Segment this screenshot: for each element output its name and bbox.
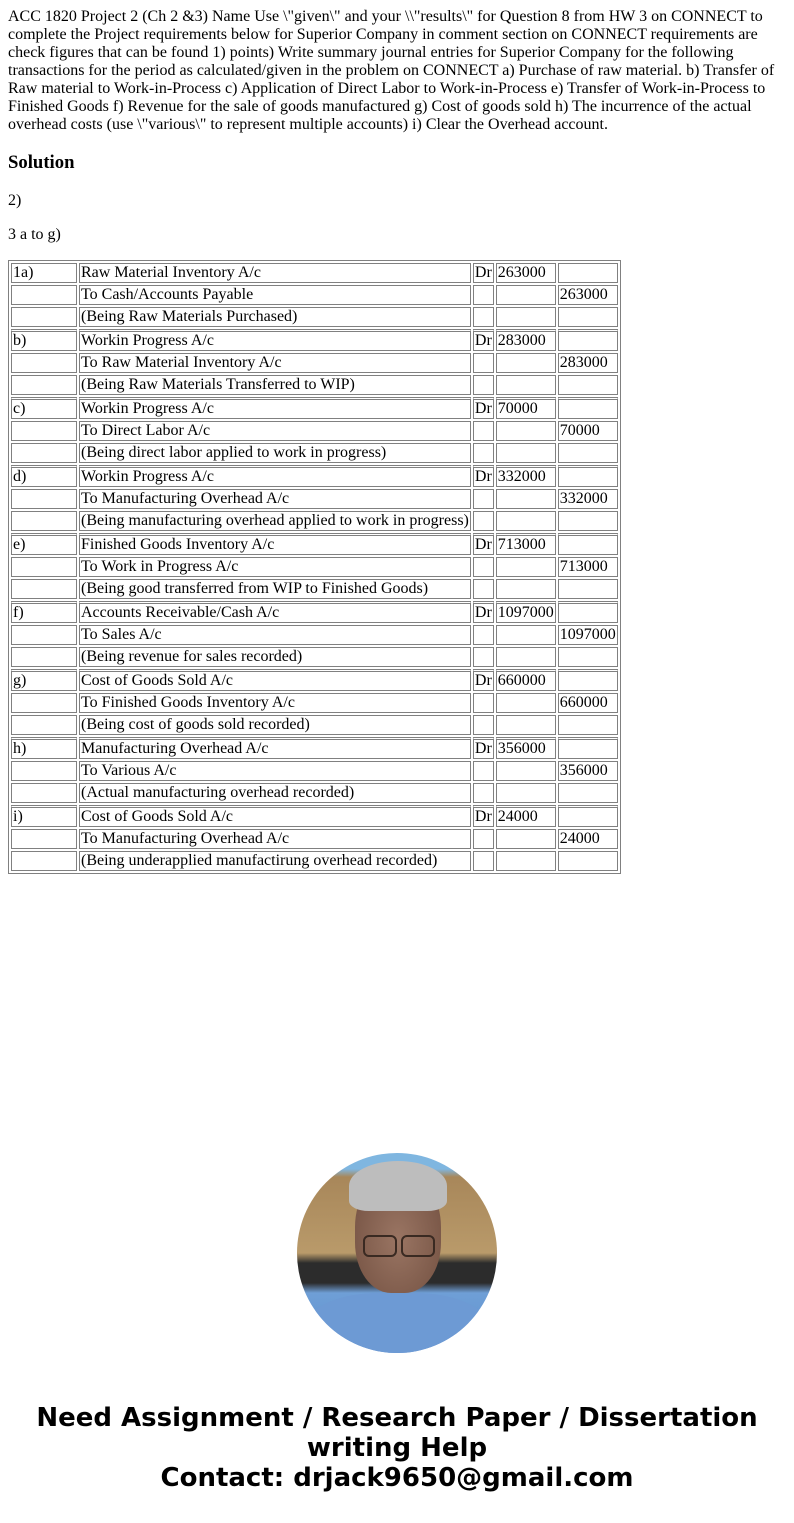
debit-amount: 713000	[496, 533, 556, 555]
debit-amount: 1097000	[496, 601, 556, 623]
debit-amount-empty	[496, 851, 556, 871]
dr-marker-empty	[473, 647, 494, 667]
narration: (Being cost of goods sold recorded)	[79, 715, 471, 735]
table-row-debit	[11, 533, 618, 555]
debit-amount-empty	[496, 715, 556, 735]
table-row-narration	[11, 443, 618, 463]
entry-label-empty	[11, 353, 77, 373]
journal-entry	[11, 737, 618, 803]
credit-account: To Work in Progress A/c	[79, 557, 471, 577]
table-row-narration	[11, 307, 618, 327]
credit-amount-empty	[558, 783, 618, 803]
dr-marker-empty	[473, 489, 494, 509]
entry-label: g)	[11, 669, 77, 691]
credit-account: To Direct Labor A/c	[79, 421, 471, 441]
dr-marker: Dr	[473, 397, 494, 419]
entry-label: h)	[11, 737, 77, 759]
debit-account: Workin Progress A/c	[79, 465, 471, 487]
entry-label-empty	[11, 761, 77, 781]
dr-marker-empty	[473, 715, 494, 735]
credit-amount-empty	[558, 737, 618, 759]
table-row-debit	[11, 397, 618, 419]
entry-label: c)	[11, 397, 77, 419]
table-row-narration	[11, 579, 618, 599]
credit-amount-empty	[558, 375, 618, 395]
dr-marker-empty	[473, 285, 494, 305]
journal-entry	[11, 533, 618, 599]
debit-amount-empty	[496, 557, 556, 577]
entry-label-empty	[11, 715, 77, 735]
table-row-narration	[11, 511, 618, 531]
debit-amount-empty	[496, 829, 556, 849]
table-row-credit	[11, 557, 618, 577]
table-row-credit	[11, 829, 618, 849]
entry-label: i)	[11, 805, 77, 827]
dr-marker: Dr	[473, 805, 494, 827]
credit-amount: 332000	[558, 489, 618, 509]
debit-amount: 332000	[496, 465, 556, 487]
debit-amount-empty	[496, 783, 556, 803]
credit-amount-empty	[558, 329, 618, 351]
dr-marker-empty	[473, 625, 494, 645]
credit-amount-empty	[558, 533, 618, 555]
entry-label-empty	[11, 375, 77, 395]
debit-amount-empty	[496, 511, 556, 531]
credit-amount-empty	[558, 397, 618, 419]
entry-label-empty	[11, 647, 77, 667]
avatar-shirt	[307, 1293, 487, 1353]
credit-amount-empty	[558, 851, 618, 871]
debit-amount-empty	[496, 421, 556, 441]
dr-marker-empty	[473, 693, 494, 713]
avatar-hair	[349, 1161, 447, 1211]
entry-label-empty	[11, 511, 77, 531]
entry-label: b)	[11, 329, 77, 351]
dr-marker-empty	[473, 579, 494, 599]
promo-line-1: Need Assignment / Research Paper / Dissertation	[36, 1403, 758, 1433]
credit-account: To Various A/c	[79, 761, 471, 781]
narration: (Being good transferred from WIP to Finished Goods)	[79, 579, 471, 599]
narration: (Being underapplied manufactirung overhead recorded)	[79, 851, 471, 871]
debit-amount: 660000	[496, 669, 556, 691]
credit-account: To Manufacturing Overhead A/c	[79, 489, 471, 509]
table-row-credit	[11, 761, 618, 781]
entry-label-empty	[11, 285, 77, 305]
table-row-credit	[11, 625, 618, 645]
credit-amount: 24000	[558, 829, 618, 849]
credit-account: To Sales A/c	[79, 625, 471, 645]
journal-entry	[11, 329, 618, 395]
narration: (Being revenue for sales recorded)	[79, 647, 471, 667]
debit-amount-empty	[496, 285, 556, 305]
journal-entry	[11, 465, 618, 531]
promo-line-2: writing Help	[306, 1433, 488, 1463]
dr-marker-empty	[473, 307, 494, 327]
dr-marker: Dr	[473, 533, 494, 555]
entry-label-empty	[11, 693, 77, 713]
table-row-debit	[11, 737, 618, 759]
dr-marker: Dr	[473, 329, 494, 351]
entry-label-empty	[11, 851, 77, 871]
debit-account: Accounts Receivable/Cash A/c	[79, 601, 471, 623]
table-row-debit	[11, 669, 618, 691]
dr-marker-empty	[473, 511, 494, 531]
dr-marker-empty	[473, 375, 494, 395]
credit-amount: 283000	[558, 353, 618, 373]
debit-account: Cost of Goods Sold A/c	[79, 805, 471, 827]
dr-marker-empty	[473, 557, 494, 577]
credit-account: To Raw Material Inventory A/c	[79, 353, 471, 373]
dr-marker-empty	[473, 761, 494, 781]
debit-account: Cost of Goods Sold A/c	[79, 669, 471, 691]
debit-account: Manufacturing Overhead A/c	[79, 737, 471, 759]
entry-label-empty	[11, 489, 77, 509]
table-row-debit	[11, 601, 618, 623]
debit-amount: 356000	[496, 737, 556, 759]
table-row-debit	[11, 329, 618, 351]
credit-amount-empty	[558, 443, 618, 463]
table-row-debit	[11, 805, 618, 827]
debit-amount-empty	[496, 489, 556, 509]
credit-amount-empty	[558, 669, 618, 691]
journal-entry	[11, 601, 618, 667]
debit-amount: 263000	[496, 263, 556, 283]
debit-amount: 283000	[496, 329, 556, 351]
promo-line-3: Contact: drjack9650@gmail.com	[160, 1463, 634, 1493]
entry-label: f)	[11, 601, 77, 623]
credit-account: To Manufacturing Overhead A/c	[79, 829, 471, 849]
debit-amount-empty	[496, 307, 556, 327]
debit-amount-empty	[496, 375, 556, 395]
credit-amount-empty	[558, 307, 618, 327]
credit-amount: 263000	[558, 285, 618, 305]
entry-label-empty	[11, 443, 77, 463]
credit-amount-empty	[558, 715, 618, 735]
table-row-credit	[11, 285, 618, 305]
debit-amount-empty	[496, 579, 556, 599]
promo-banner	[0, 1403, 794, 1493]
author-avatar	[297, 1153, 497, 1353]
debit-amount-empty	[496, 443, 556, 463]
solution-line-2: 2)	[8, 192, 22, 209]
dr-marker-empty	[473, 353, 494, 373]
dr-marker: Dr	[473, 737, 494, 759]
journal-entry	[11, 263, 618, 327]
table-row-narration	[11, 715, 618, 735]
debit-account: Workin Progress A/c	[79, 397, 471, 419]
table-row-debit	[11, 465, 618, 487]
journal-entry	[11, 669, 618, 735]
debit-amount-empty	[496, 761, 556, 781]
entry-label: e)	[11, 533, 77, 555]
credit-amount-empty	[558, 511, 618, 531]
table-row-credit	[11, 421, 618, 441]
debit-amount-empty	[496, 353, 556, 373]
debit-amount: 70000	[496, 397, 556, 419]
journal-entry	[11, 397, 618, 463]
credit-amount-empty	[558, 263, 618, 283]
glasses-icon	[363, 1235, 435, 1257]
table-row-narration	[11, 375, 618, 395]
table-row-credit	[11, 489, 618, 509]
entry-label-empty	[11, 783, 77, 803]
debit-account: Workin Progress A/c	[79, 329, 471, 351]
solution-line-3: 3 a to g)	[8, 226, 61, 243]
credit-amount: 70000	[558, 421, 618, 441]
table-row-narration	[11, 851, 618, 871]
dr-marker: Dr	[473, 465, 494, 487]
dr-marker: Dr	[473, 601, 494, 623]
solution-heading: Solution	[8, 152, 75, 173]
credit-amount: 356000	[558, 761, 618, 781]
credit-amount-empty	[558, 579, 618, 599]
narration: (Being manufacturing overhead applied to work in progress)	[81, 512, 469, 529]
credit-amount-empty	[558, 465, 618, 487]
table-row-narration	[11, 783, 618, 803]
question-text: ACC 1820 Project 2 (Ch 2 &3) Name Use \"given\" and your \\"results\" for Question 8 from HW 3 on CONNECT to complete the Project requirements below for Superior Company in comment section on CONNECT requirements are check figures that can be found 1) points) Write summary journal entries for Superior Company for the following transactions for the period as calculated/given in the problem on CONNECT a) Purchase of raw material. b) Transfer of Raw material to Work-in-Process c) Application of Direct Labor to Work-in-Process e) Transfer of Work-in-Process to Finished Goods f) Revenue for the sale of goods manufactured g) Cost of goods sold h) The incurrence of the actual overhead costs (use \"various\" to represent multiple accounts) i) Clear the Overhead account.	[8, 8, 775, 133]
table-row-narration	[11, 647, 618, 667]
table-row-credit	[11, 353, 618, 373]
journal-entry	[11, 805, 618, 871]
journal-entries-table	[8, 260, 621, 874]
entry-label-empty	[11, 307, 77, 327]
dr-marker: Dr	[474, 264, 492, 281]
table-row-credit	[11, 693, 618, 713]
debit-account: Raw Material Inventory A/c	[79, 263, 471, 283]
credit-amount-empty	[558, 601, 618, 623]
entry-label-empty	[11, 557, 77, 577]
debit-amount-empty	[496, 647, 556, 667]
dr-marker: Dr	[473, 669, 494, 691]
credit-amount: 713000	[558, 557, 618, 577]
debit-account: Finished Goods Inventory A/c	[79, 533, 471, 555]
dr-marker-empty	[473, 421, 494, 441]
debit-amount-empty	[496, 625, 556, 645]
credit-amount: 660000	[558, 693, 618, 713]
credit-amount-empty	[558, 805, 618, 827]
entry-label-empty	[11, 421, 77, 441]
dr-marker-empty	[473, 829, 494, 849]
narration: (Being Raw Materials Purchased)	[79, 307, 471, 327]
credit-amount: 1097000	[559, 626, 616, 643]
entry-label-empty	[11, 829, 77, 849]
narration: (Actual manufacturing overhead recorded)	[79, 783, 471, 803]
narration: (Being direct labor applied to work in progress)	[79, 443, 471, 463]
credit-amount-empty	[558, 647, 618, 667]
debit-amount-empty	[496, 693, 556, 713]
dr-marker-empty	[473, 783, 494, 803]
debit-amount: 24000	[496, 805, 556, 827]
entry-label: d)	[11, 465, 77, 487]
dr-marker-empty	[473, 443, 494, 463]
narration: (Being Raw Materials Transferred to WIP)	[79, 375, 471, 395]
entry-label-empty	[11, 625, 77, 645]
credit-account: To Cash/Accounts Payable	[79, 285, 471, 305]
entry-label: 1a)	[11, 263, 77, 283]
dr-marker-empty	[473, 851, 494, 871]
credit-account: To Finished Goods Inventory A/c	[79, 693, 471, 713]
entry-label-empty	[11, 579, 77, 599]
table-row-debit	[11, 263, 618, 283]
